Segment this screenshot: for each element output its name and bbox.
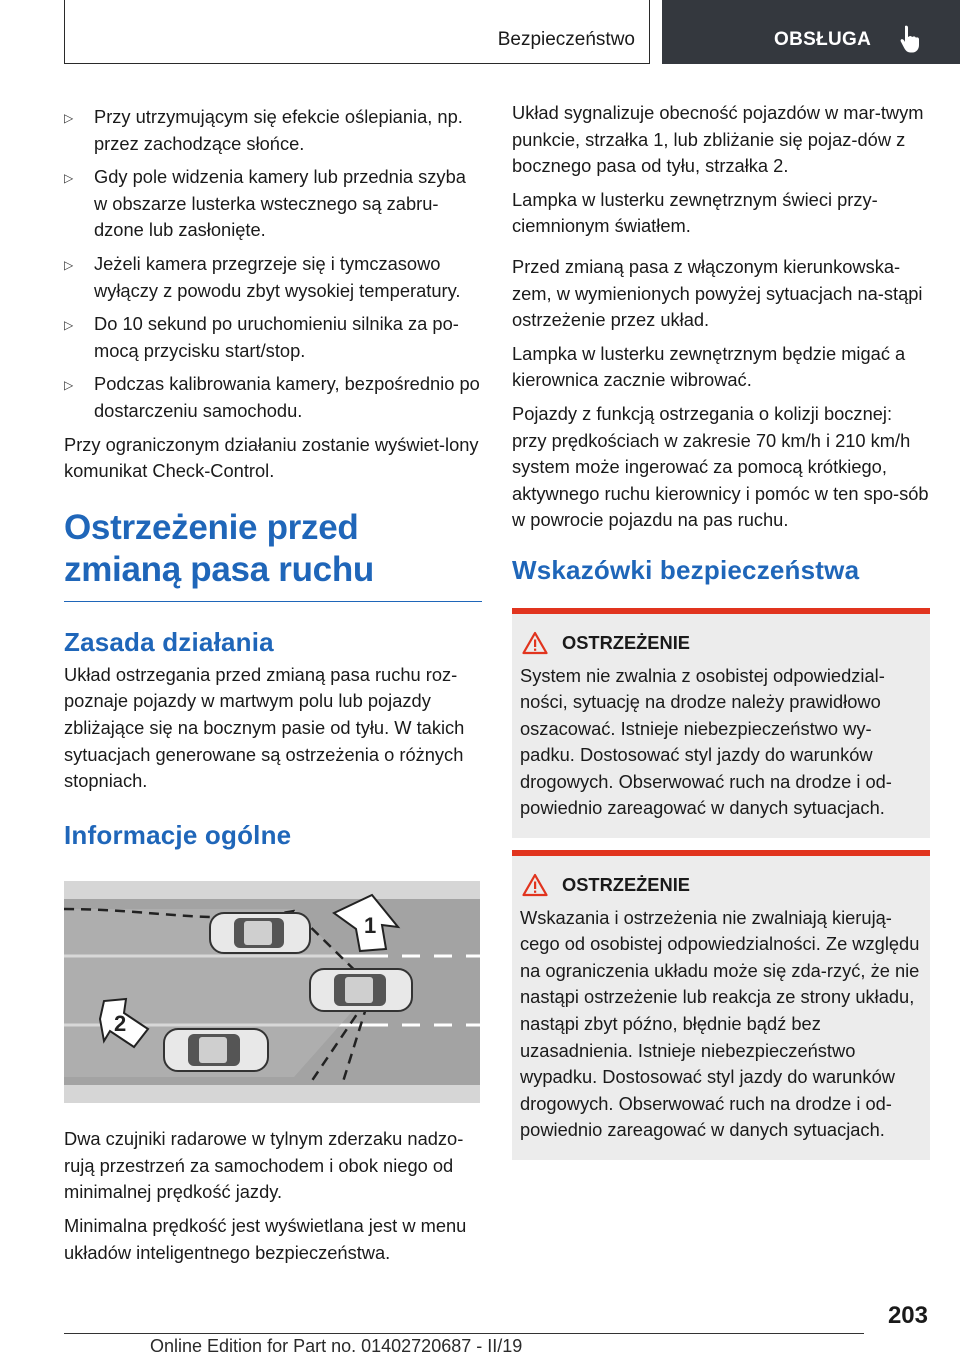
triangle-bullet-icon: ▷ xyxy=(64,318,74,333)
warning-triangle-icon xyxy=(522,873,548,897)
left-column xyxy=(64,104,482,1273)
list-item-text: Jeżeli kamera przegrzeje się i tymczasowo wyłączy z powodu zbyt wysokiej temperatury. xyxy=(94,252,461,301)
subsection-heading: Wskazówki bezpieczeństwa xyxy=(512,554,860,585)
list-item xyxy=(64,251,482,304)
warning-title: OSTRZEŻENIE xyxy=(562,631,690,653)
list-item xyxy=(64,104,482,157)
warning-triangle-icon xyxy=(522,631,548,655)
right-column xyxy=(512,100,930,1170)
header-section-box xyxy=(64,0,650,64)
warning-box xyxy=(512,850,930,1160)
subsection-heading: Informacje ogólne xyxy=(64,819,292,850)
triangle-bullet-icon: ▷ xyxy=(64,257,74,272)
car-icon xyxy=(164,1029,268,1071)
arrow-2-label: 2 xyxy=(114,1010,127,1036)
triangle-bullet-icon: ▷ xyxy=(64,378,74,393)
paragraph: Przy ograniczonym działaniu zostanie wyświet-lony komunikat Check-Control. xyxy=(64,433,479,482)
list-item xyxy=(64,164,482,244)
car-icon xyxy=(310,969,412,1011)
list-item xyxy=(64,371,482,424)
paragraph: Pojazdy z funkcją ostrzegania o kolizji bocznej: przy prędkościach w zakresie 70 km/h i 210 km/h system może ingerować za pomocą krótkiego, aktywnego ruchu kierownicy i pomóc w ten spo-sób w powrocie pojazdu na pas ruchu. xyxy=(512,402,929,531)
warning-box xyxy=(512,608,930,838)
page-number: 203 xyxy=(887,1302,928,1329)
triangle-bullet-icon: ▷ xyxy=(64,171,74,186)
hand-pointer-icon xyxy=(898,24,924,54)
warning-text: Wskazania i ostrzeżenia nie zwalniają kierują-cego od osobistej odpowiedzialności. Ze względu na ograniczenia układu może się zda-rzyć, że nie nastąpi ostrzeżenie lub reakcja ze strony układu, nastąpi zbyt późno, błędnie bądź bez uzasadnienia. Istnieje niebezpieczeństwo wypadku. Dostosować styl jazdy do warunków drogowych. Obserwować ruch na drodze i od-powiednio zareagować w danych sytuacjach. xyxy=(520,906,920,1141)
paragraph: Układ ostrzegania przed zmianą pasa ruchu roz-poznaje pojazdy w martwym polu lub pojazdy zbliżające się na bocznym pasie od tyłu. W takich sytuacjach generowane są ostrzeżenia o różnych stopniach. xyxy=(64,663,465,792)
warning-text: System nie zwalnia z osobistej odpowiedzial-ności, sytuację na drodze należy prawidłowo oszacować. Istnieje niebezpieczeństwo wy-padku. Dostosować styl jazdy do warunków drogowych. Obserwować ruch na drodze i od-powiednio zareagować w danych sytuacjach. xyxy=(520,664,892,819)
paragraph: Przed zmianą pasa z włączonym kierunkowska-zem, w wymienionych powyżej sytuacjach na-stąpi ostrzeżenie przez układ. xyxy=(512,255,923,331)
footer-edition: Online Edition for Part no. 01402720687 - II/19 xyxy=(150,1336,523,1356)
list-item-text: Przy utrzymującym się efekcie oślepiania, np. przez zachodzące słońce. xyxy=(94,106,463,154)
paragraph: Minimalna prędkość jest wyświetlana jest w menu układów inteligentnego bezpieczeństwa. xyxy=(64,1215,467,1263)
list-item xyxy=(64,311,482,364)
list-item-text: Gdy pole widzenia kamery lub przednia szyba w obszarze lusterka wstecznego są zabru-dzone lub zasłonięte. xyxy=(94,166,466,241)
warning-title: OSTRZEŻENIE xyxy=(562,874,690,896)
subsection-heading: Zasada działania xyxy=(64,626,274,657)
list-item-text: Do 10 sekund po uruchomieniu silnika za po-mocą przycisku start/stop. xyxy=(94,313,459,361)
car-icon xyxy=(210,913,310,953)
warning-header xyxy=(520,630,920,657)
header-chapter-title: OBSŁUGA xyxy=(774,29,872,50)
footer-divider xyxy=(64,1333,864,1334)
arrow-1-label: 1 xyxy=(364,912,377,938)
paragraph: Lampka w lusterku zewnętrznym świeci przy-ciemnionym światłem. xyxy=(512,188,878,237)
blind-spot-illustration xyxy=(64,881,480,1103)
list-item-text: Podczas kalibrowania kamery, bezpośrednio po dostarczeniu samochodu. xyxy=(94,373,480,421)
header-section-title: Bezpieczeństwo xyxy=(497,29,635,50)
warning-header xyxy=(520,872,920,899)
paragraph: Lampka w lusterku zewnętrznym będzie migać a kierownica zacznie wibrować. xyxy=(512,342,906,391)
paragraph: Układ sygnalizuje obecność pojazdów w mar-twym punkcie, strzałka 1, lub zbliżanie się pojaz-dów z bocznego pasa od tyłu, strzałka 2. xyxy=(512,102,924,177)
header-chapter-box xyxy=(662,0,960,64)
section-heading: Ostrzeżenie przed zmianą pasa ruchu xyxy=(64,507,482,602)
triangle-bullet-icon: ▷ xyxy=(64,111,74,125)
paragraph: Dwa czujniki radarowe w tylnym zderzaku nadzo-rują przestrzeń za samochodem i obok niego od minimalnej prędkość jazdy. xyxy=(64,1128,464,1203)
